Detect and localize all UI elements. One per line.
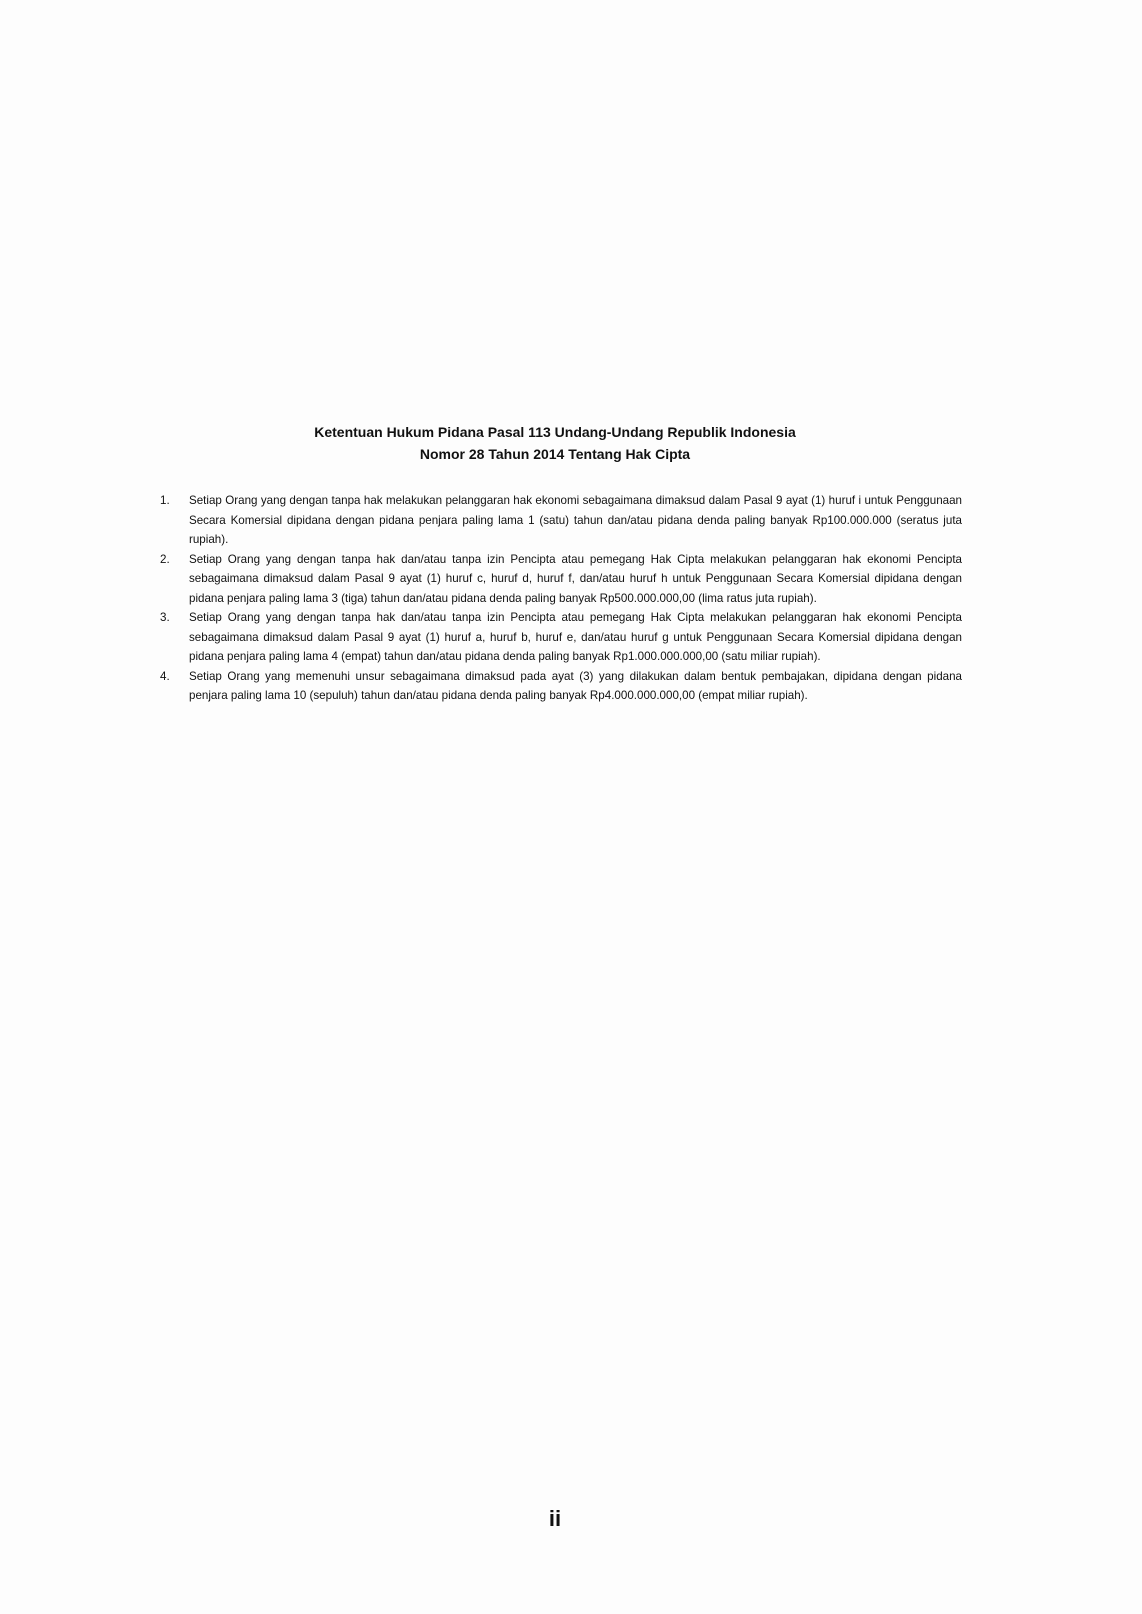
provision-number: 1. xyxy=(160,494,170,507)
provision-item xyxy=(160,550,962,609)
provision-item xyxy=(160,667,962,706)
heading-line-1: Ketentuan Hukum Pidana Pasal 113 Undang-Undang Republik Indonesia xyxy=(314,424,796,440)
provision-text: Setiap Orang yang memenuhi unsur sebagaimana dimaksud pada ayat (3) yang dilakukan dalam bentuk pembajakan, dipidana dengan pidana penjara paling lama 10 (sepuluh) tahun dan/atau pidana denda paling banyak Rp4.000.000.000,00 (empat miliar rupiah). xyxy=(189,669,962,702)
provision-item xyxy=(160,608,962,667)
provision-text: Setiap Orang yang dengan tanpa hak dan/atau tanpa izin Pencipta atau pemegang Hak Cipta melakukan pelanggaran hak ekonomi Pencipta sebagaimana dimaksud dalam Pasal 9 ayat (1) huruf a, huruf b, huruf e, dan/atau huruf g untuk Penggunaan Secara Komersial dipidana dengan pidana penjara paling lama 4 (empat) tahun dan/atau pidana denda paling banyak Rp1.000.000.000,00 (satu miliar rupiah). xyxy=(189,611,962,663)
provision-number: 4. xyxy=(160,669,170,683)
provision-item xyxy=(160,491,962,550)
document-heading xyxy=(0,421,1110,465)
provisions-list xyxy=(160,491,962,706)
page-number: ii xyxy=(548,1506,562,1531)
provision-number: 2. xyxy=(160,552,170,566)
provision-number: 3. xyxy=(160,611,170,624)
provision-text: Setiap Orang yang dengan tanpa hak melakukan pelanggaran hak ekonomi sebagaimana dimaksud dalam Pasal 9 ayat (1) huruf i untuk Penggunaan Secara Komersial dipidana dengan pidana penjara paling lama 1 (satu) tahun dan/atau pidana denda paling banyak Rp100.000.000 (seratus juta rupiah). xyxy=(189,494,962,546)
provision-text: Setiap Orang yang dengan tanpa hak dan/atau tanpa izin Pencipta atau pemegang Hak Cipta melakukan pelanggaran hak ekonomi Pencipta sebagaimana dimaksud dalam Pasal 9 ayat (1) huruf c, huruf d, huruf f, dan/atau huruf h untuk Penggunaan Secara Komersial dipidana dengan pidana penjara paling lama 3 (tiga) tahun dan/atau pidana denda paling banyak Rp500.000.000,00 (lima ratus juta rupiah). xyxy=(189,552,962,605)
heading-line-2: Nomor 28 Tahun 2014 Tentang Hak Cipta xyxy=(419,446,691,462)
